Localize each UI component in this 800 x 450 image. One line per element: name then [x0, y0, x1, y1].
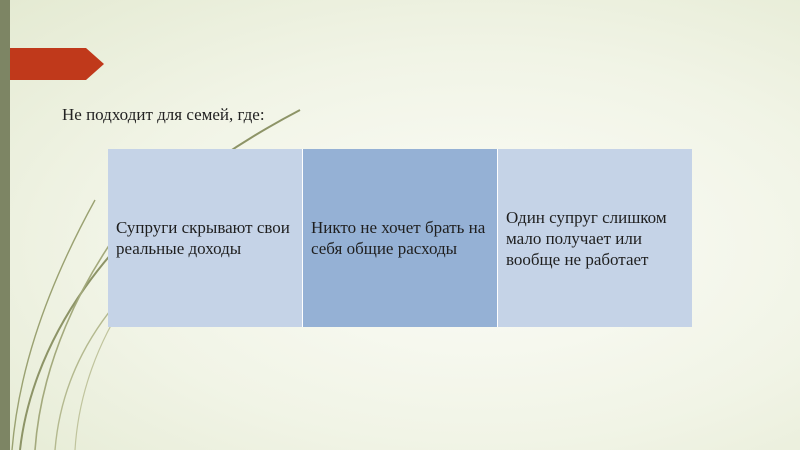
- info-box-text: Один супруг слишком мало получает или вообще не работает: [506, 207, 667, 269]
- info-box-text: Супруги скрывают свои реальные доходы: [116, 218, 290, 258]
- info-box-text: Никто не хочет брать на себя общие расходы: [311, 218, 486, 258]
- info-box-shared-expenses: [303, 149, 498, 327]
- info-boxes: [108, 149, 692, 327]
- info-box-low-income: [498, 149, 692, 327]
- slide-heading: Не подходит для семей, где:: [62, 105, 265, 124]
- info-box-hidden-income: [108, 149, 303, 327]
- title-arrow-shape: [0, 0, 110, 100]
